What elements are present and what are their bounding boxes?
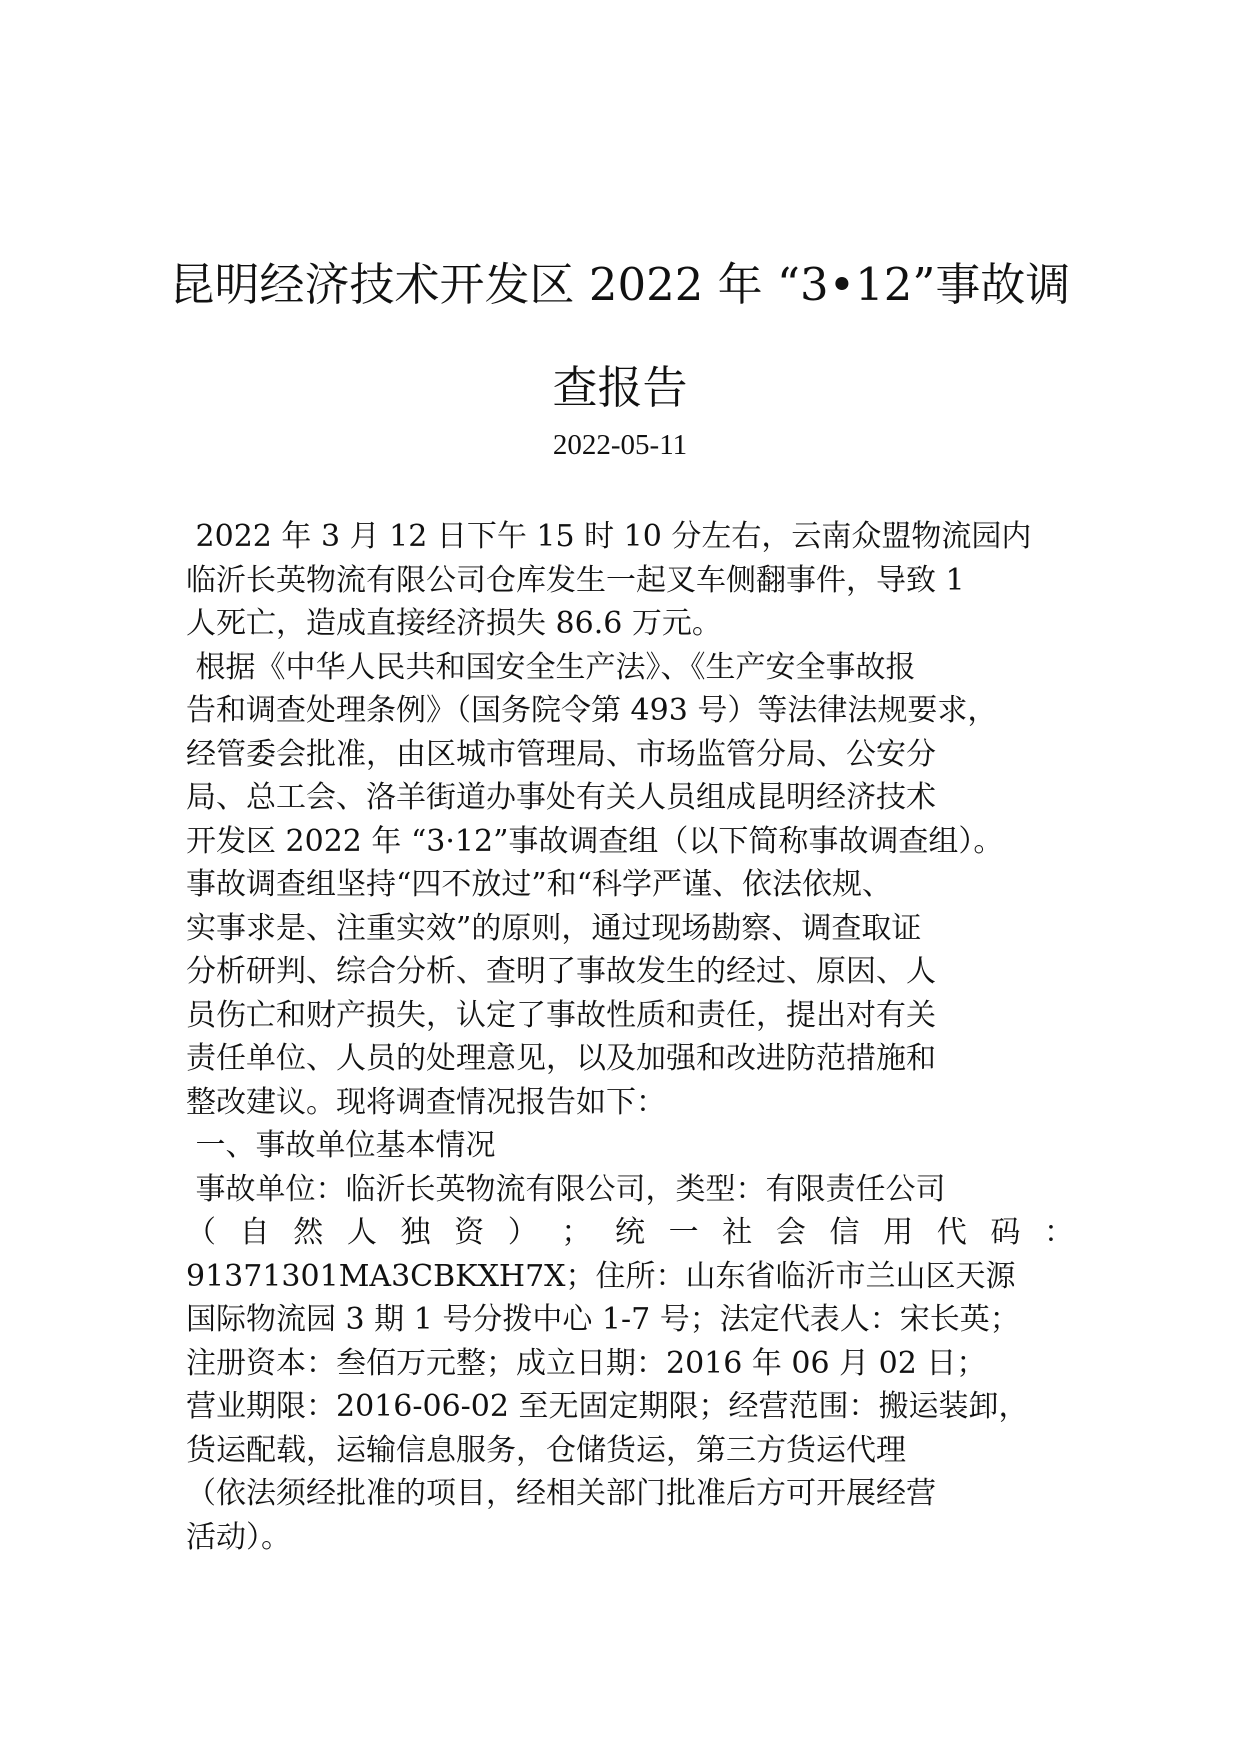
spread-char: 一	[668, 1215, 699, 1250]
spread-char: 信	[829, 1215, 860, 1250]
body-line: 员伤亡和财产损失，认定了事故性质和责任，提出对有关	[186, 997, 936, 1033]
body-line: 活动）。	[186, 1519, 291, 1555]
spread-char: （	[186, 1215, 216, 1250]
spread-char: 自	[239, 1215, 270, 1250]
body-line: 注册资本：叁佰万元整；成立日期：2016 年 06 月 02 日；	[186, 1345, 987, 1381]
body-line: 分析研判、综合分析、查明了事故发生的经过、原因、人	[186, 954, 936, 989]
body-line: 临沂长英物流有限公司仓库发生一起叉车侧翻事件，导致 1	[186, 562, 965, 598]
body-line: 营业期限：2016-06-02 至无固定期限；经营范围：搬运装卸，	[186, 1389, 1029, 1424]
spread-char: ；	[561, 1215, 592, 1250]
spread-char: 代	[936, 1215, 967, 1250]
spread-char: 独	[400, 1215, 431, 1250]
body-line: （依法须经批准的项目，经相关部门批准后方可开展经营	[186, 1476, 936, 1511]
spread-char: 人	[346, 1215, 377, 1250]
body-line: 货运配载，运输信息服务，仓储货运，第三方货运代理	[186, 1432, 906, 1468]
spread-char: 用	[883, 1215, 914, 1250]
body-line: 经管委会批准，由区城市管理局、市场监管分局、公安分	[186, 736, 936, 772]
spread-char: 然	[293, 1215, 324, 1250]
body-line: 实事求是、注重实效”的原则，通过现场勘察、调查取证	[186, 910, 922, 946]
spread-char: ）	[507, 1215, 538, 1250]
body-line: 事故调查组坚持“四不放过”和“科学严谨、依法依规、	[186, 867, 893, 902]
body-line: 局、总工会、洛羊街道办事处有关人员组成昆明经济技术	[186, 780, 936, 815]
page-title	[160, 255, 1080, 418]
section-heading: 一、事故单位基本情况	[186, 1128, 496, 1163]
body-line: 根据《中华人民共和国安全生产法》、《生产安全事故报	[186, 649, 916, 685]
publish-date: 2022-05-11	[552, 429, 688, 461]
body-line: 国际物流园 3 期 1 号分拨中心 1-7 号；法定代表人：宋长英；	[186, 1302, 1020, 1337]
spread-char: 会	[775, 1215, 806, 1250]
spread-char: 资	[454, 1215, 485, 1250]
body-line: 整改建议。现将调查情况报告如下：	[186, 1084, 666, 1120]
body-line: 事故单位：临沂长英物流有限公司，类型：有限责任公司	[186, 1171, 946, 1207]
body-line: 人死亡，造成直接经济损失 86.6 万元。	[186, 606, 722, 641]
body-line: 开发区 2022 年 “3·12”事故调查组（以下简称事故调查组）。	[186, 823, 1004, 859]
title-line-1: 昆明经济技术开发区 2022 年 “3•12”事故调	[169, 258, 1071, 311]
body-line: 2022 年 3 月 12 日下午 15 时 10 分左右，云南众盟物流园内	[186, 519, 1032, 554]
body-line-spread	[186, 1211, 1074, 1255]
body-line: 责任单位、人员的处理意见，以及加强和改进防范措施和	[186, 1041, 936, 1076]
body-line: 91371301MA3CBKXH7X；住所：山东省临沂市兰山区天源	[186, 1258, 1016, 1294]
report-body	[186, 515, 1074, 1559]
body-line: 告和调查处理条例》（国务院令第 493 号）等法律法规要求，	[186, 693, 998, 728]
spread-char: ：	[1044, 1215, 1074, 1250]
spread-char: 码	[990, 1215, 1021, 1250]
spread-char: 统	[615, 1215, 645, 1250]
spread-char: 社	[722, 1215, 753, 1250]
title-line-2: 查报告	[552, 361, 688, 414]
